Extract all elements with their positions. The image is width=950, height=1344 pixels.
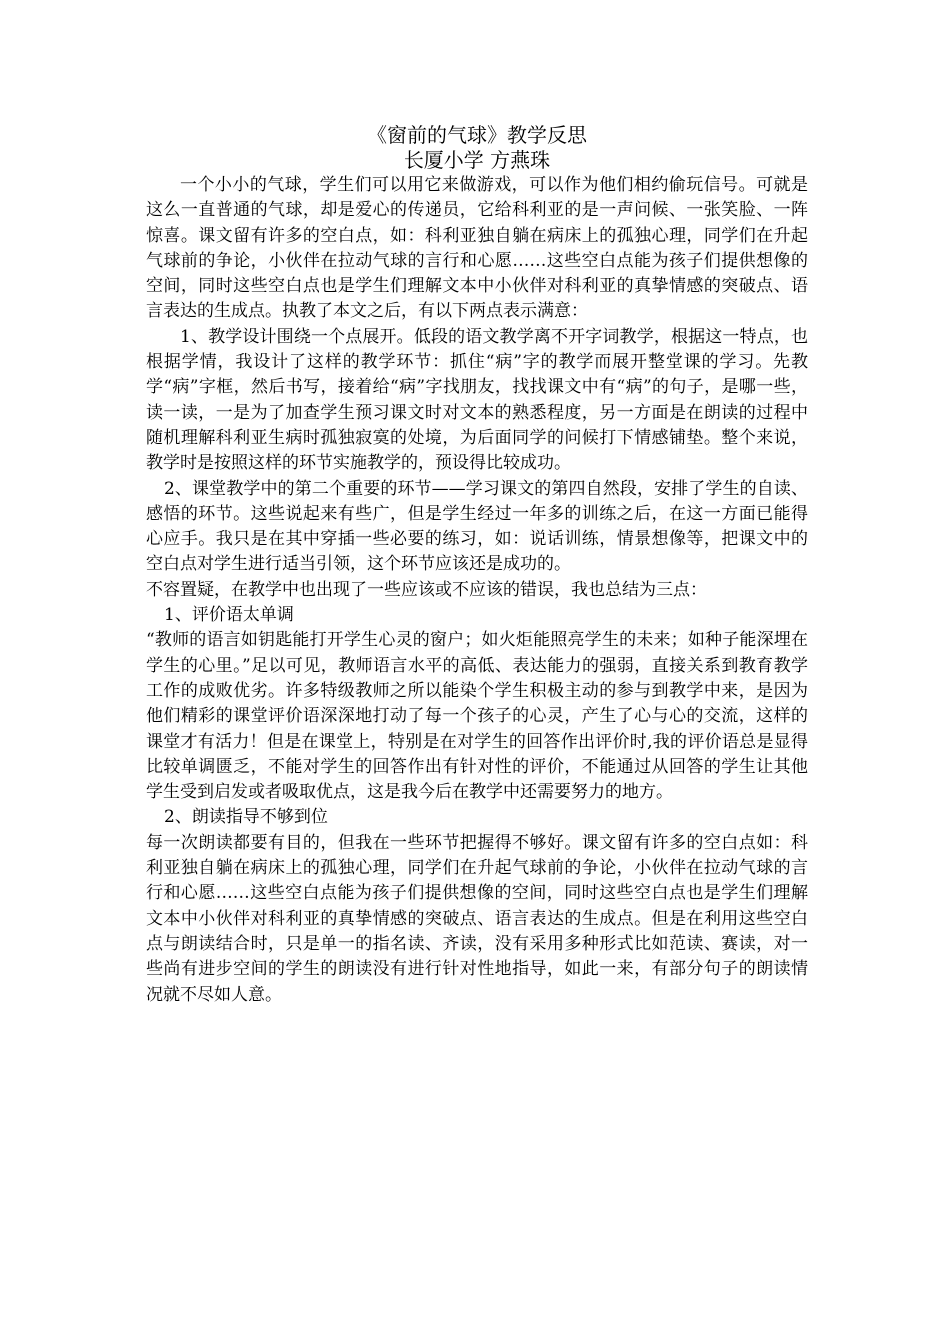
paragraph-transition: 不容置疑，在教学中也出现了一些应该或不应该的错误，我也总结为三点： [146,579,707,600]
paragraph-intro: 一个小小的气球，学生们可以用它来做游戏，可以作为他们相约偷玩信号。可就是这么一直普通的气球，却是爱心的传递员，它给科利亚的是一声问候、一张笑脸、一阵惊喜。课文留有许多的空白点，如：科利亚独自躺在病床上的孤独心理，同学们在升起气球前的争论，小伙伴在拉动气球的言行和心愿……这些空白点能为孩子们提供想像的空间，同时这些空白点也是学生们理解文本中小伙伴对科利亚的真挚情感的突破点、语言表达的生成点。执教了本文之后，有以下两点表示满意： [146,175,808,322]
paragraph-issue-2: 每一次朗读都要有目的，但我在一些环节把握得不够好。课文留有许多的空白点如：科利亚独自躺在病床上的孤独心理，同学们在升起气球前的争论，小伙伴在拉动气球的言行和心愿……这些空白点能为孩子们提供想像的空间，同时这些空白点也是学生们理解文本中小伙伴对科利亚的真挚情感的突破点、语言表达的生成点。但是在利用这些空白点与朗读结合时，只是单一的指名读、齐读，没有采用多种形式比如范读、赛读，对一些尚有进步空间的学生的朗读没有进行针对性地指导，如此一来，有部分句子的朗读情况就不尽如人意。 [146,832,808,1005]
paragraph-issue-1: “教师的语言如钥匙能打开学生心灵的窗户；如火炬能照亮学生的未来；如种子能深埋在学生的心里。”足以可见，教师语言水平的高低、表达能力的强弱，直接关系到教育教学工作的成败优劣。许多特级教师之所以能染个学生积极主动的参与到教学中来，是因为他们精彩的课堂评价语深深地打动了每一个孩子的心灵，产生了心与心的交流，这样的课堂才有活力！但是在课堂上，特别是在对学生的回答作出评价时,我的评价语总是显得比较单调匮乏，不能对学生的回答作出有针对性的评价，不能通过从回答的学生让其他学生受到启发或者吸取优点，这是我今后在教学中还需要努力的地方。 [146,630,808,803]
heading-issue-1: 1、评价语太单调 [164,605,294,626]
document-author: 长厦小学 方燕珠 [403,148,551,172]
paragraph-point-2: 2、课堂教学中的第二个重要的环节——学习课文的第四自然段，安排了学生的自读、感悟的环节。这些说起来有些广，但是学生经过一年多的训练之后，在这一方面已能得心应手。我只是在其中穿插一些必要的练习，如：说话训练，情景想像等，把课文中的空白点对学生进行适当引领，这个环节应该还是成功的。 [146,478,808,575]
document-title: 《窗前的气球》教学反思 [367,123,587,147]
heading-issue-2: 2、朗读指导不够到位 [164,807,328,828]
document-body [146,122,808,1008]
paragraph-point-1: 1、教学设计围绕一个点展开。低段的语文教学离不开字词教学，根据这一特点，也根据学情，我设计了这样的教学环节：抓住“病”字的教学而展开整堂课的学习。先教学“病”字框，然后书写，接着给“病”字找朋友，找找课文中有“病”的句子，是哪一些，读一读，一是为了加查学生预习课文时对文本的熟悉程度，另一方面是在朗读的过程中随机理解科利亚生病时孤独寂寞的处境，为后面同学的问候打下情感铺垫。整个来说，教学时是按照这样的环节实施教学的，预设得比较成功。 [146,326,808,474]
